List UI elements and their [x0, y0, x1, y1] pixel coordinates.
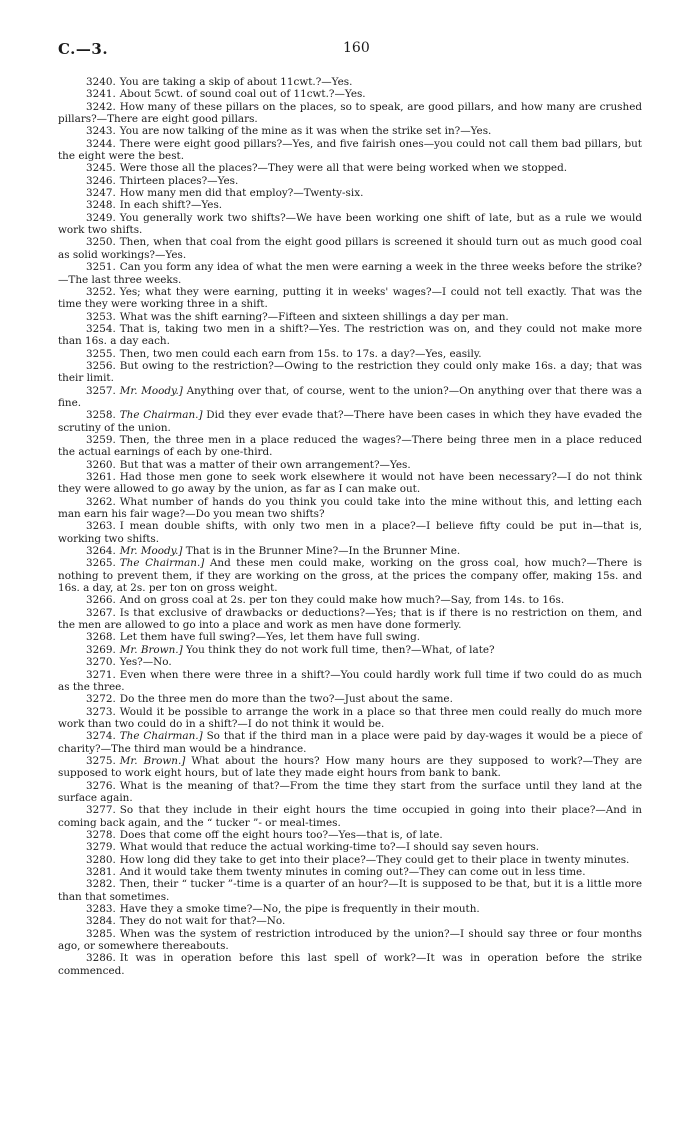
question-number: 3244. — [86, 137, 116, 150]
question-paragraph — [58, 804, 642, 829]
question-answer-text: That is, taking two men in a shift?—Yes. The restriction was on, and they could not make more than 16s. a day each. — [58, 322, 642, 348]
question-answer-text: Then, two men could each earn from 15s. to 17s. a day?—Yes, easily. — [119, 347, 482, 360]
question-paragraph — [58, 952, 642, 977]
question-paragraph — [58, 459, 642, 471]
question-answer-text: That is in the Brunner Mine?—In the Brunner Mine. — [185, 545, 461, 558]
question-number: 3247. — [86, 187, 116, 200]
question-answer-text: Have they a smoke time?—No, the pipe is frequently in their mouth. — [119, 903, 480, 916]
question-number: 3253. — [86, 310, 116, 323]
question-paragraph — [58, 125, 642, 137]
question-answer-text: You think they do not work full time, then?—What, of late? — [185, 643, 495, 656]
question-number: 3268. — [86, 631, 116, 644]
speaker-label: Mr. Brown.] — [119, 643, 183, 656]
question-paragraph — [58, 915, 642, 927]
question-answer-text: Does that come off the eight hours too?—Yes—that is, of late. — [119, 828, 443, 841]
question-number: 3250. — [86, 236, 116, 249]
question-number: 3274. — [86, 730, 116, 743]
speaker-label: The Chairman.] — [119, 557, 205, 570]
question-paragraph — [58, 631, 642, 643]
question-number: 3273. — [86, 705, 116, 718]
question-number: 3275. — [86, 754, 116, 767]
question-answer-text: When was the system of restriction introduced by the union?—I should say three or four months ago, or somewhere thereabouts. — [58, 927, 642, 953]
question-answer-text: About 5cwt. of sound coal out of 11cwt.?—Yes. — [119, 88, 366, 101]
question-number: 3271. — [86, 668, 116, 681]
question-answer-text: Anything over that, of course, went to the union?—On anything over that there was a fine. — [58, 384, 642, 409]
question-paragraph — [58, 76, 642, 88]
question-number: 3272. — [86, 693, 116, 706]
question-answer-text: But owing to the restriction?—Owing to the restriction they could only make 16s. a day; that was their limit. — [58, 359, 642, 385]
question-number: 3280. — [86, 853, 116, 866]
question-number: 3282. — [86, 878, 116, 891]
question-number: 3278. — [86, 828, 116, 841]
question-number: 3240. — [86, 76, 116, 88]
question-answer-text: In each shift?—Yes. — [119, 199, 223, 212]
question-paragraph — [58, 323, 642, 348]
question-number: 3249. — [86, 211, 116, 224]
question-number: 3248. — [86, 199, 116, 212]
question-answer-text: What is the meaning of that?—From the time they start from the surface until they land at the surface again. — [58, 779, 642, 804]
question-answer-text: You generally work two shifts?—We have been working one shift of late, but as a rule we would work two shifts. — [58, 211, 642, 237]
question-paragraph — [58, 434, 642, 459]
question-number: 3241. — [86, 88, 116, 101]
question-number: 3242. — [86, 100, 116, 113]
question-paragraph — [58, 88, 642, 100]
speaker-label: The Chairman.] — [119, 730, 203, 743]
question-number: 3283. — [86, 903, 116, 916]
question-answer-text: Is that exclusive of drawbacks or deductions?—Yes; that is if there is no restriction on them, and the men are allowed to go into a place and work as men have done formerly. — [58, 606, 642, 632]
question-paragraph — [58, 903, 642, 915]
question-answer-text: Then, their “ tucker ”-time is a quarter of an hour?—It is supposed to be that, but it is a little more than that sometimes. — [58, 878, 642, 903]
question-number: 3251. — [86, 261, 116, 274]
question-answer-text: How long did they take to get into their place?—They could get to their place in twenty minutes. — [119, 853, 630, 866]
question-number: 3243. — [86, 125, 116, 138]
question-paragraph — [58, 261, 642, 286]
question-paragraph — [58, 409, 642, 434]
question-paragraph — [58, 360, 642, 385]
question-answer-text: But that was a matter of their own arrangement?—Yes. — [119, 458, 411, 471]
question-paragraph — [58, 175, 642, 187]
question-number: 3263. — [86, 520, 116, 533]
question-paragraph — [58, 644, 642, 656]
question-answer-text: Let them have full swing?—Yes, let them have full swing. — [119, 631, 421, 644]
question-number: 3254. — [86, 322, 116, 335]
question-paragraph — [58, 286, 642, 311]
question-number: 3258. — [86, 409, 116, 422]
question-answer-text: Can you form any idea of what the men were earning a week in the three weeks before the strike?—The last three weeks. — [58, 261, 642, 286]
question-paragraph — [58, 866, 642, 878]
question-number: 3279. — [86, 841, 116, 854]
question-paragraph — [58, 101, 642, 126]
question-paragraph — [58, 187, 642, 199]
question-answer-text: Were those all the places?—They were all that were being worked when we stopped. — [119, 162, 568, 175]
question-paragraph — [58, 385, 642, 410]
speaker-label: Mr. Brown.] — [119, 754, 186, 767]
question-answer-text: And on gross coal at 2s. per ton they could make how much?—Say, from 14s. to 16s. — [119, 594, 565, 607]
question-answer-text: There were eight good pillars?—Yes, and five fairish ones—you could not call them bad pillars, but the eight were the best. — [58, 137, 642, 163]
question-number: 3267. — [86, 606, 116, 619]
question-number: 3285. — [86, 927, 116, 940]
question-paragraph — [58, 841, 642, 853]
question-number: 3259. — [86, 433, 116, 446]
question-answer-text: How many of these pillars on the places, so to speak, are good pillars, and how many are crushed pillars?—There are eight good pillars. — [58, 100, 642, 126]
question-paragraph — [58, 545, 642, 557]
question-number: 3245. — [86, 162, 116, 175]
question-answer-text: Do the three men do more than the two?—Just about the same. — [119, 693, 453, 706]
question-paragraph — [58, 557, 642, 594]
question-paragraph — [58, 496, 642, 521]
question-number: 3270. — [86, 656, 116, 669]
question-number: 3256. — [86, 359, 116, 372]
speaker-label: The Chairman.] — [119, 409, 203, 422]
question-paragraph — [58, 829, 642, 841]
question-number: 3284. — [86, 915, 116, 928]
question-paragraph — [58, 928, 642, 953]
question-number: 3276. — [86, 779, 116, 792]
question-answer-text: Yes?—No. — [119, 656, 172, 669]
question-paragraph — [58, 471, 642, 496]
question-answer-text: They do not wait for that?—No. — [119, 915, 286, 928]
question-paragraph — [58, 669, 642, 694]
question-paragraph — [58, 311, 642, 323]
question-paragraph — [58, 199, 642, 211]
question-paragraph — [58, 348, 642, 360]
question-paragraph — [58, 212, 642, 237]
question-answer-text: Had those men gone to seek work elsewhere it would not have been necessary?—I do not think they were allowed to go away by the union, as far as I can make out. — [58, 471, 642, 496]
question-paragraph — [58, 693, 642, 705]
question-number: 3257. — [86, 384, 116, 397]
question-number: 3252. — [86, 285, 116, 298]
question-number: 3277. — [86, 804, 116, 817]
question-answer-text: Yes; what they were earning, putting it in weeks' wages?—I could not tell exactly. That was the time they were working three in a shift. — [58, 285, 642, 311]
question-answer-text: What number of hands do you think you could take into the mine without this, and letting each man earn his fair wage?—Do you mean two shifts? — [58, 495, 642, 521]
question-paragraph — [58, 656, 642, 668]
question-paragraph — [58, 594, 642, 606]
question-paragraph — [58, 854, 642, 866]
question-answer-text: What was the shift earning?—Fifteen and sixteen shillings a day per man. — [119, 310, 509, 323]
question-answer-text: What about the hours? How many hours are they supposed to work?—They are supposed to work eight hours, but of late they made eight hours from bank to bank. — [58, 754, 642, 780]
question-paragraph — [58, 138, 642, 163]
page-header — [58, 40, 642, 62]
question-number: 3264. — [86, 545, 116, 558]
question-number: 3281. — [86, 866, 116, 878]
question-number: 3260. — [86, 458, 116, 471]
question-paragraph — [58, 780, 642, 805]
question-paragraph — [58, 878, 642, 903]
question-answer-text: Thirteen places?—Yes. — [119, 174, 239, 187]
question-paragraph — [58, 236, 642, 261]
speaker-label: Mr. Moody.] — [119, 384, 183, 397]
question-answer-text: Even when there were three in a shift?—You could hardly work full time if two could do as much as the three. — [58, 668, 642, 693]
question-answer-text: Then, the three men in a place reduced the wages?—There being three men in a place reduced the actual earnings of each by one-third. — [58, 433, 642, 459]
question-answer-text: It was in operation before this last spell of work?—It was in operation before the strike commenced. — [58, 952, 642, 977]
question-number: 3269. — [86, 643, 116, 656]
question-answer-text: Would it be possible to arrange the work in a place so that three men could really do much more work than two could do in a shift?—I do not think it would be. — [58, 705, 642, 730]
question-number: 3286. — [86, 952, 116, 965]
question-paragraph — [58, 520, 642, 545]
question-answer-text: So that they include in their eight hours the time occupied in going into their place?—And in coming back again, and the “ tucker ”- or meal-times. — [58, 804, 642, 829]
page-reference: C.—3. — [58, 40, 109, 58]
question-answer-text: Then, when that coal from the eight good pillars is screened it should turn out as much good coal as solid workings?—Yes. — [58, 236, 642, 261]
question-answer-text: So that if the third man in a place were paid by day-wages it would be a piece of charity?—The third man would be a hindrance. — [58, 730, 642, 755]
question-number: 3255. — [86, 347, 116, 360]
question-number: 3265. — [86, 557, 116, 570]
question-answer-text: And these men could make, working on the gross coal, how much?—There is nothing to prevent them, if they are working on the gross, at the prices the company offer, making 15s. and 16s. a day, at 2s. per ton on gross weight. — [58, 557, 642, 595]
question-paragraph — [58, 607, 642, 632]
question-paragraph — [58, 755, 642, 780]
question-number: 3262. — [86, 495, 116, 508]
page-number: 160 — [343, 40, 370, 56]
question-answer-text: I mean double shifts, with only two men in a place?—I believe fifty could be put in—that is, working two shifts. — [58, 520, 642, 545]
question-number: 3261. — [86, 471, 116, 483]
question-number: 3246. — [86, 174, 116, 187]
question-paragraph — [58, 730, 642, 755]
question-paragraph — [58, 706, 642, 731]
question-answer-text: And it would take them twenty minutes in coming out?—They can come out in less time. — [119, 866, 586, 878]
question-answer-text: What would that reduce the actual working-time to?—I should say seven hours. — [119, 841, 540, 854]
evidence-text — [58, 76, 642, 977]
question-answer-text: You are taking a skip of about 11cwt.?—Yes. — [119, 76, 353, 88]
question-answer-text: You are now talking of the mine as it was when the strike set in?—Yes. — [119, 125, 492, 138]
question-answer-text: How many men did that employ?—Twenty-six. — [119, 187, 364, 200]
question-number: 3266. — [86, 594, 116, 607]
question-answer-text: Did they ever evade that?—There have been cases in which they have evaded the scrutiny of the union. — [58, 409, 642, 434]
speaker-label: Mr. Moody.] — [119, 545, 183, 558]
question-paragraph — [58, 162, 642, 174]
